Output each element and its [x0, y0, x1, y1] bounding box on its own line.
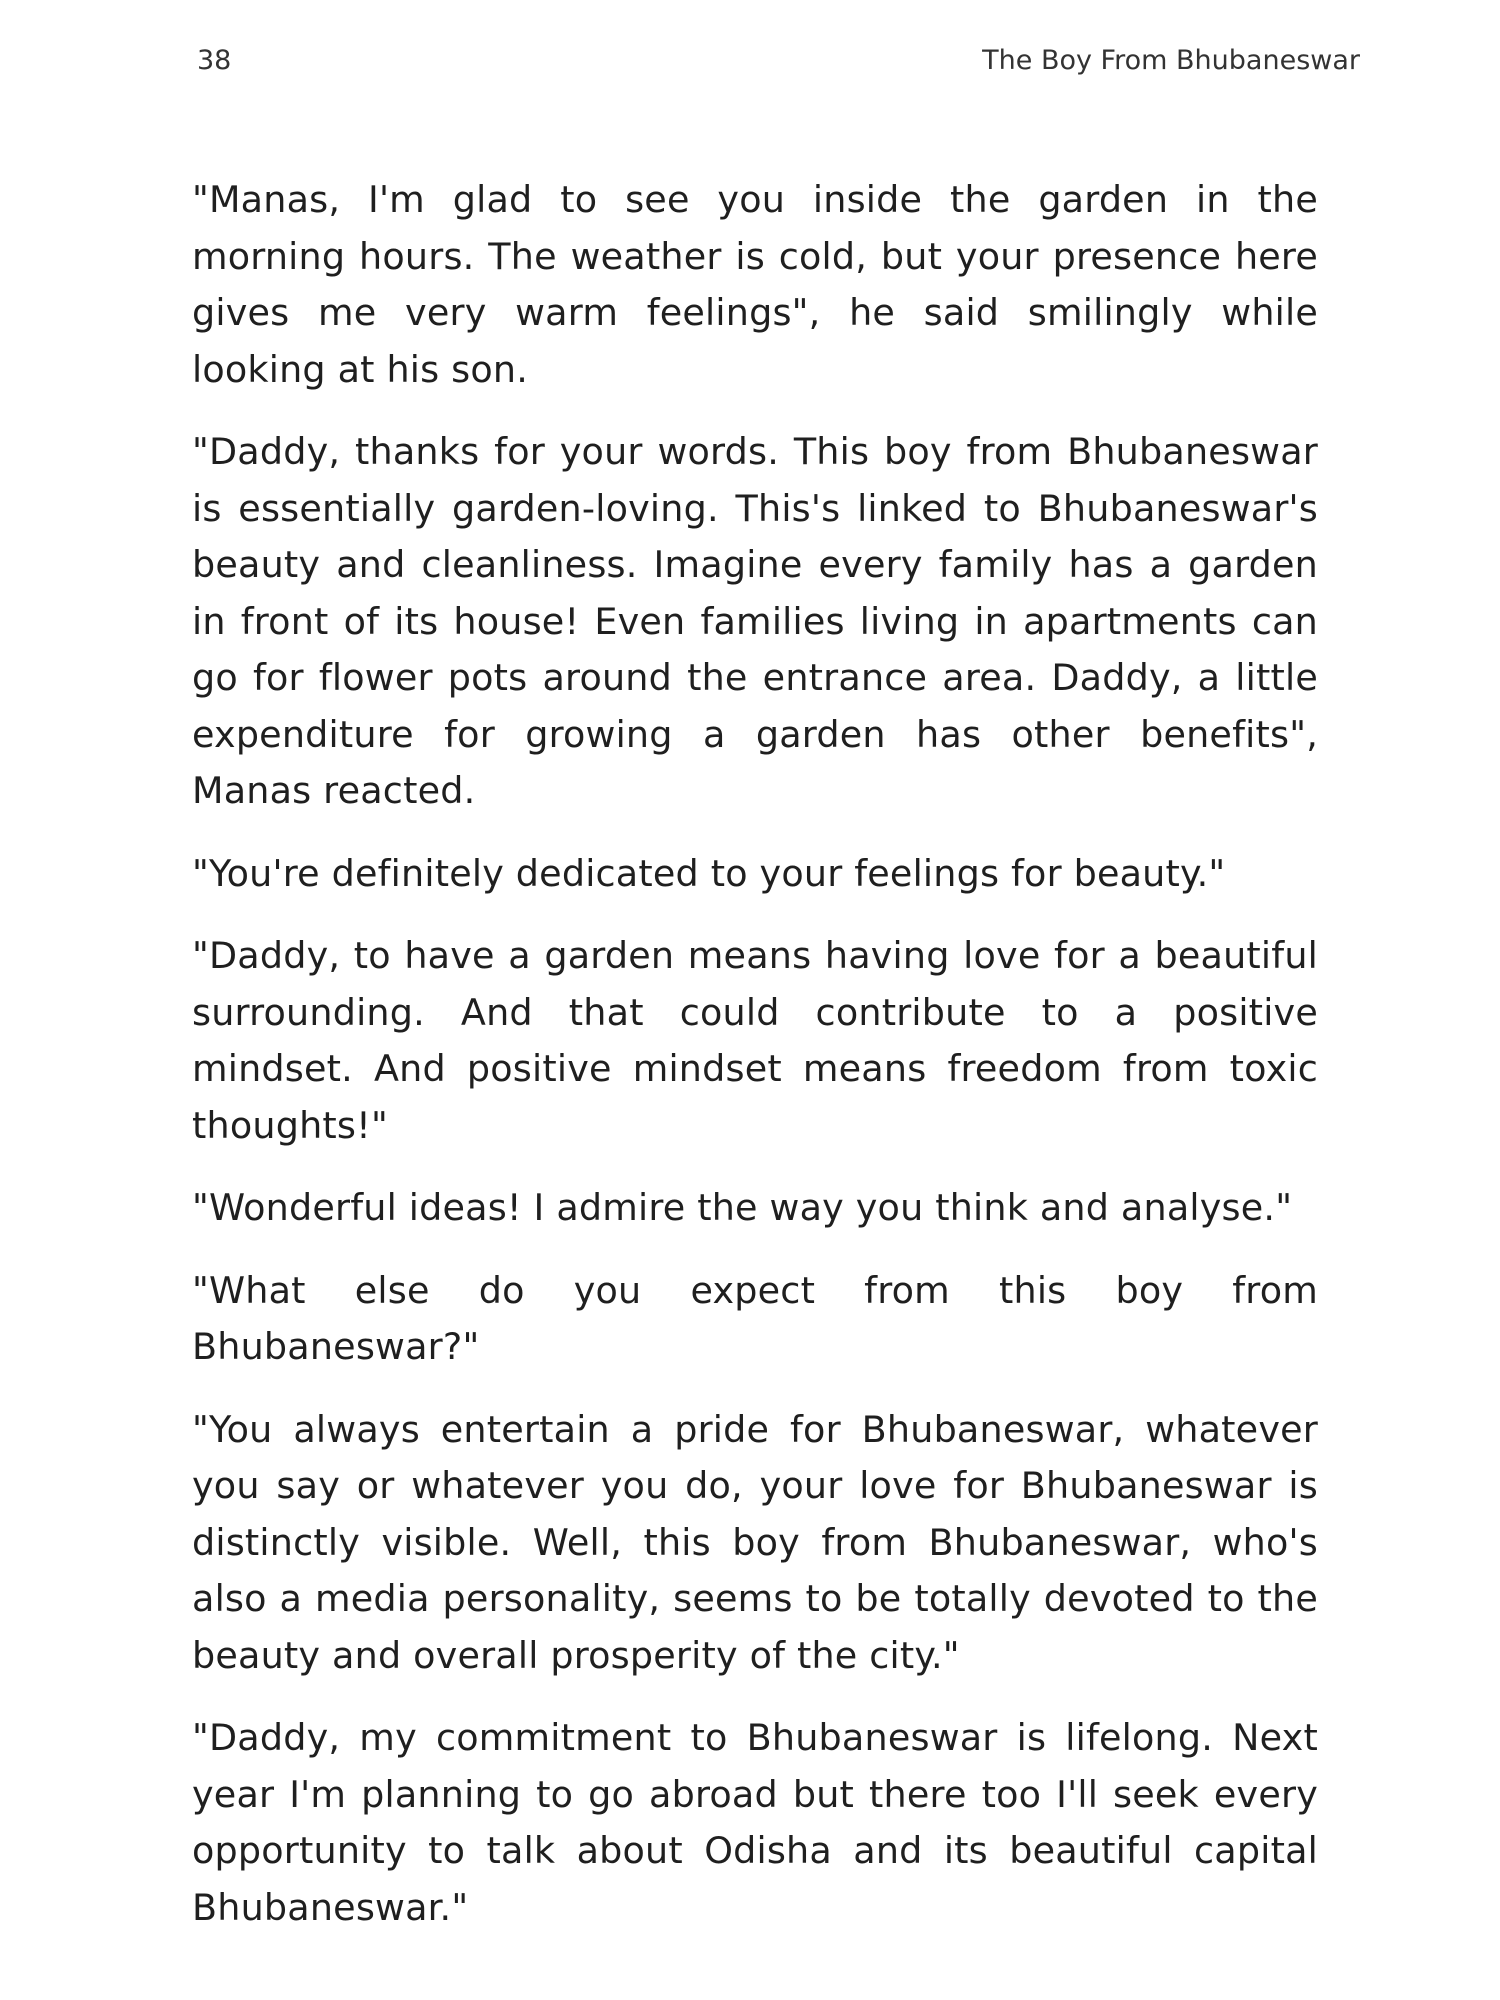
paragraph: "You're definitely dedicated to your feelings for beauty." — [192, 851, 1226, 895]
paragraph: "Wonderful ideas! I admire the way you think and analyse." — [192, 1186, 1293, 1229]
page-number: 38 — [197, 44, 232, 76]
paragraph: "Manas, I'm glad to see you inside the garden in the morning hours. The weather is cold, but your presence here gives me very warm feelings", he said smilingly while looking at his son. — [192, 178, 1318, 391]
paragraph: "What else do you expect from this boy from Bhubaneswar?" — [192, 1268, 1318, 1368]
running-title: The Boy From Bhubaneswar — [982, 44, 1360, 76]
page-body — [192, 172, 1318, 1962]
paragraph: "Daddy, thanks for your words. This boy from Bhubaneswar is essentially garden-loving. This's linked to Bhubaneswar's beauty and cleanliness. Imagine every family has a garden in front of its house! Even families living in apartments can go for flower pots around the entrance area. Daddy, a little expenditure for growing a garden has other benefits", Manas reacted. — [192, 430, 1318, 812]
paragraph: "Daddy, to have a garden means having love for a beautiful surrounding. And that could contribute to a positive mindset. And positive mindset means freedom from toxic thoughts!" — [192, 934, 1318, 1147]
paragraph: "Daddy, my commitment to Bhubaneswar is lifelong. Next year I'm planning to go abroad but there too I'll seek every opportunity to talk about Odisha and its beautiful capital Bhubaneswar." — [192, 1716, 1318, 1929]
paragraph: "You always entertain a pride for Bhubaneswar, whatever you say or whatever you do, your love for Bhubaneswar is distinctly visible. Well, this boy from Bhubaneswar, who's also a media personality, seems to be totally devoted to the beauty and overall prosperity of the city." — [192, 1407, 1318, 1677]
page-header — [197, 40, 1360, 80]
